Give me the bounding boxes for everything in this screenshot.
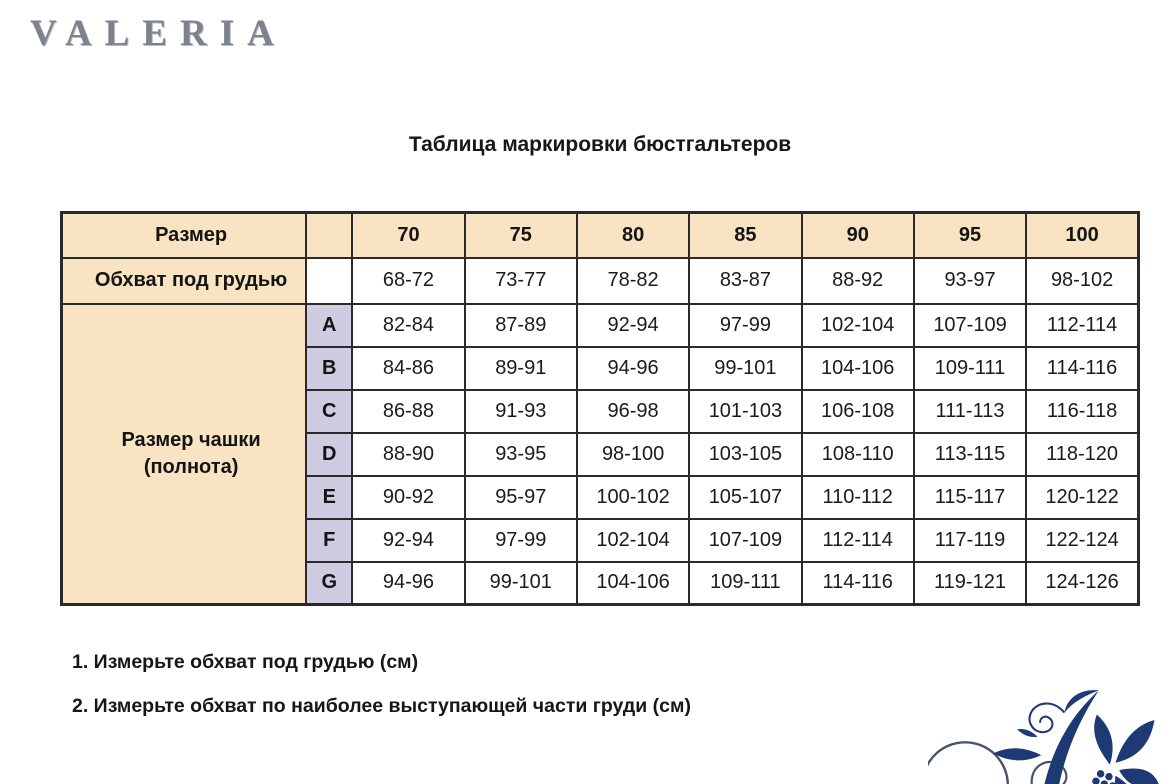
cup-value-cell: 89-91: [465, 347, 577, 390]
instruction-step-2: 2. Измерьте обхват по наиболее выступающей части груди (см): [72, 695, 691, 717]
cup-size-label: [62, 304, 307, 605]
underbust-cell: 93-97: [914, 258, 1026, 304]
cup-value-cell: 115-117: [914, 476, 1026, 519]
size-header-cell: 80: [577, 213, 689, 258]
cup-value-cell: 119-121: [914, 562, 1026, 605]
cup-value-cell: 108-110: [802, 433, 914, 476]
cup-size-label-line1: Размер чашки: [121, 428, 261, 451]
size-header-cell: 95: [914, 213, 1026, 258]
cup-value-cell: 109-111: [689, 562, 801, 605]
cup-value-cell: 93-95: [465, 433, 577, 476]
cup-value-cell: 113-115: [914, 433, 1026, 476]
cup-value-cell: 118-120: [1026, 433, 1138, 476]
cup-value-cell: 105-107: [689, 476, 801, 519]
table-row-size: [62, 213, 1139, 258]
cup-value-cell: 92-94: [352, 519, 464, 562]
cup-value-cell: 95-97: [465, 476, 577, 519]
cup-value-cell: 99-101: [465, 562, 577, 605]
cup-value-cell: 114-116: [802, 562, 914, 605]
empty-cell: [306, 258, 352, 304]
cup-value-cell: 107-109: [689, 519, 801, 562]
cup-value-cell: 96-98: [577, 390, 689, 433]
cup-value-cell: 97-99: [465, 519, 577, 562]
cup-value-cell: 102-104: [577, 519, 689, 562]
cup-value-cell: 82-84: [352, 304, 464, 347]
cup-value-cell: 91-93: [465, 390, 577, 433]
empty-corner-cell: [306, 213, 352, 258]
cup-value-cell: 94-96: [352, 562, 464, 605]
cup-letter-cell: F: [306, 519, 352, 562]
underbust-cell: 68-72: [352, 258, 464, 304]
cup-letter-cell: A: [306, 304, 352, 347]
cup-value-cell: 103-105: [689, 433, 801, 476]
cup-value-cell: 114-116: [1026, 347, 1138, 390]
cup-value-cell: 120-122: [1026, 476, 1138, 519]
cup-value-cell: 98-100: [577, 433, 689, 476]
page-title: Таблица маркировки бюстгальтеров: [408, 133, 792, 156]
size-header-cell: 75: [465, 213, 577, 258]
cup-value-cell: 117-119: [914, 519, 1026, 562]
underbust-cell: 78-82: [577, 258, 689, 304]
measuring-instructions: [72, 651, 691, 739]
cup-value-cell: 104-106: [577, 562, 689, 605]
cup-value-cell: 106-108: [802, 390, 914, 433]
cup-size-label-line2: (полнота): [143, 455, 239, 478]
cup-value-cell: 86-88: [352, 390, 464, 433]
cup-value-cell: 90-92: [352, 476, 464, 519]
cup-value-cell: 110-112: [802, 476, 914, 519]
cup-value-cell: 107-109: [914, 304, 1026, 347]
cup-value-cell: 94-96: [577, 347, 689, 390]
cup-value-cell: 111-113: [914, 390, 1026, 433]
underbust-cell: 83-87: [689, 258, 801, 304]
cup-value-cell: 109-111: [914, 347, 1026, 390]
size-row-label: Размер: [62, 213, 307, 258]
cup-letter-cell: D: [306, 433, 352, 476]
cup-value-cell: 100-102: [577, 476, 689, 519]
cup-value-cell: 104-106: [802, 347, 914, 390]
size-header-cell: 100: [1026, 213, 1138, 258]
underbust-cell: 98-102: [1026, 258, 1138, 304]
underbust-row-label: Обхват под грудью: [62, 258, 307, 304]
cup-letter-cell: B: [306, 347, 352, 390]
size-header-cell: 85: [689, 213, 801, 258]
cup-value-cell: 97-99: [689, 304, 801, 347]
cup-value-cell: 122-124: [1026, 519, 1138, 562]
cup-letter-cell: E: [306, 476, 352, 519]
table-row-underbust: [62, 258, 1139, 304]
table-row-cup-a: [62, 304, 1139, 347]
cup-value-cell: 88-90: [352, 433, 464, 476]
cup-value-cell: 92-94: [577, 304, 689, 347]
cup-value-cell: 116-118: [1026, 390, 1138, 433]
cup-value-cell: 102-104: [802, 304, 914, 347]
underbust-cell: 88-92: [802, 258, 914, 304]
cup-value-cell: 101-103: [689, 390, 801, 433]
cup-letter-cell: G: [306, 562, 352, 605]
size-header-cell: 70: [352, 213, 464, 258]
brand-logo: VALERIA: [30, 13, 287, 54]
bra-size-table: [60, 211, 1140, 606]
cup-value-cell: 112-114: [802, 519, 914, 562]
cup-value-cell: 84-86: [352, 347, 464, 390]
size-header-cell: 90: [802, 213, 914, 258]
floral-ornament: [928, 666, 1160, 784]
instruction-step-1: 1. Измерьте обхват под грудью (см): [72, 651, 419, 673]
cup-value-cell: 99-101: [689, 347, 801, 390]
cup-value-cell: 87-89: [465, 304, 577, 347]
underbust-cell: 73-77: [465, 258, 577, 304]
cup-value-cell: 112-114: [1026, 304, 1138, 347]
cup-letter-cell: C: [306, 390, 352, 433]
cup-value-cell: 124-126: [1026, 562, 1138, 605]
